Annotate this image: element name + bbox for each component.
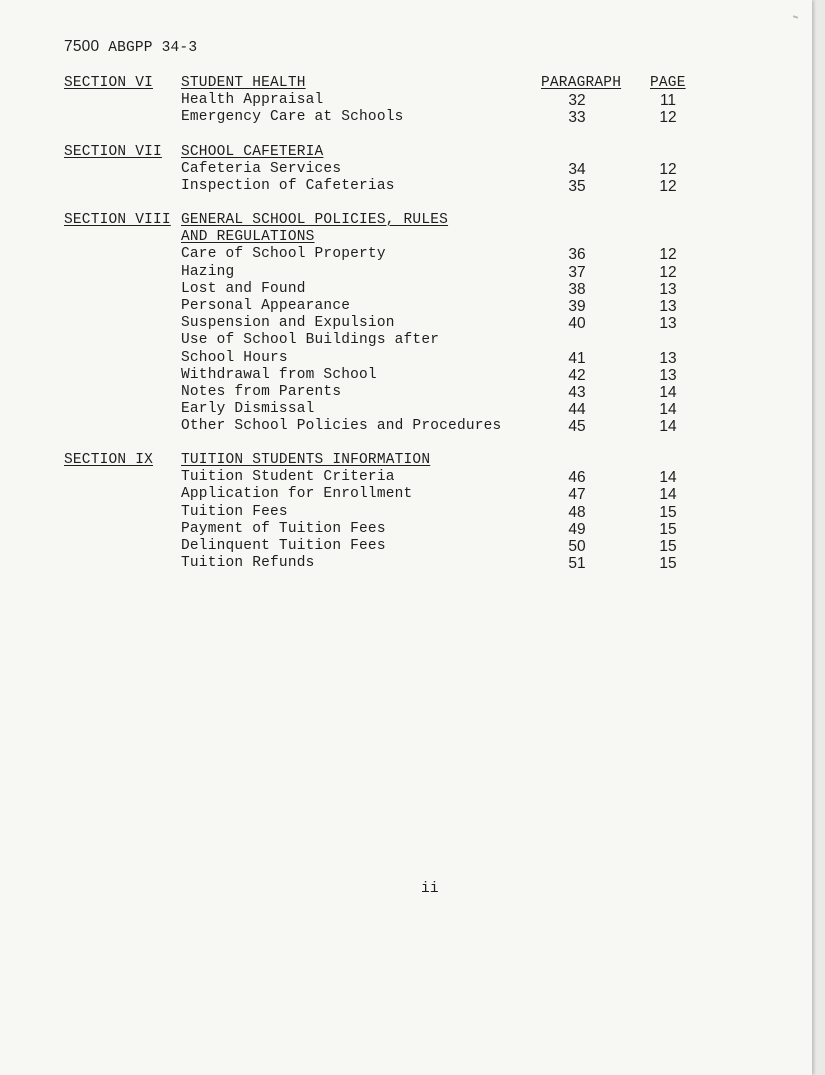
entry-page-number: 13 (659, 281, 677, 298)
entry-page-number: 14 (659, 486, 677, 503)
entry-paragraph-number: 38 (568, 281, 586, 298)
header-code: ABGPP 34-3 (108, 40, 198, 56)
entry-paragraph-number: 51 (568, 555, 586, 572)
entry-page-number: 15 (659, 555, 677, 572)
entry-title: Personal Appearance (181, 298, 351, 314)
entry-paragraph-number: 37 (568, 264, 586, 281)
entry-title: Use of School Buildings after (181, 332, 440, 348)
entry-paragraph-number: 35 (568, 178, 586, 195)
entry-paragraph-number: 46 (568, 469, 586, 486)
section-title: SCHOOL CAFETERIA (181, 144, 324, 160)
entry-paragraph-number: 33 (568, 109, 586, 126)
entry-title: Care of School Property (181, 246, 386, 262)
section-label: SECTION VII (64, 144, 162, 160)
entry-page-number: 14 (659, 384, 677, 401)
entry-page-number: 13 (659, 298, 677, 315)
entry-title: Tuition Student Criteria (181, 469, 395, 485)
entry-page-number: 14 (659, 401, 677, 418)
entry-title: Emergency Care at Schools (181, 109, 404, 125)
entry-page-number: 15 (659, 521, 677, 538)
entry-title: Notes from Parents (181, 384, 342, 400)
page-column-header: PAGE (650, 75, 686, 91)
entry-page-number: 12 (659, 161, 677, 178)
section-label: SECTION VI (64, 75, 154, 91)
entry-page-number: 15 (659, 504, 677, 521)
entry-page-number: 14 (659, 469, 677, 486)
section-title: STUDENT HEALTH (181, 75, 306, 91)
entry-title: Health Appraisal (181, 92, 324, 108)
entry-paragraph-number: 39 (568, 298, 586, 315)
entry-paragraph-number: 40 (568, 315, 586, 332)
section-title: AND REGULATIONS (181, 229, 315, 245)
entry-title: Tuition Fees (181, 504, 288, 520)
entry-page-number: 15 (659, 538, 677, 555)
entry-paragraph-number: 49 (568, 521, 586, 538)
entry-page-number: 12 (659, 178, 677, 195)
entry-page-number: 11 (659, 92, 677, 109)
section-title: GENERAL SCHOOL POLICIES, RULES (181, 212, 449, 228)
entry-page-number: 12 (659, 264, 677, 281)
entry-title: Withdrawal from School (181, 367, 377, 383)
entry-paragraph-number: 47 (568, 486, 586, 503)
entry-title: Other School Policies and Procedures (181, 418, 502, 434)
entry-paragraph-number: 42 (568, 367, 586, 384)
entry-title: Hazing (181, 264, 235, 280)
entry-paragraph-number: 43 (568, 384, 586, 401)
entry-title: Delinquent Tuition Fees (181, 538, 386, 554)
entry-paragraph-number: 36 (568, 246, 586, 263)
entry-page-number: 12 (659, 246, 677, 263)
entry-page-number: 13 (659, 315, 677, 332)
entry-title: Application for Enrollment (181, 486, 413, 502)
entry-paragraph-number: 50 (568, 538, 586, 555)
entry-title: Tuition Refunds (181, 555, 315, 571)
entry-paragraph-number: 41 (568, 350, 586, 367)
entry-paragraph-number: 34 (568, 161, 586, 178)
entry-title: Inspection of Cafeterias (181, 178, 395, 194)
entry-page-number: 13 (659, 350, 677, 367)
entry-paragraph-number: 45 (568, 418, 586, 435)
entry-title: Lost and Found (181, 281, 306, 297)
entry-page-number: 12 (659, 109, 677, 126)
paper-speck (793, 15, 798, 19)
entry-title: School Hours (181, 350, 288, 366)
entry-paragraph-number: 32 (568, 92, 586, 109)
entry-title: Payment of Tuition Fees (181, 521, 386, 537)
entry-page-number: 14 (659, 418, 677, 435)
entry-page-number: 13 (659, 367, 677, 384)
section-title: TUITION STUDENTS INFORMATION (181, 452, 431, 468)
document-header (64, 38, 197, 57)
entry-title: Suspension and Expulsion (181, 315, 395, 331)
entry-title: Cafeteria Services (181, 161, 342, 177)
page-number: ii (421, 881, 439, 897)
entry-paragraph-number: 48 (568, 504, 586, 521)
section-label: SECTION IX (64, 452, 154, 468)
header-number: 7500 (64, 38, 100, 55)
entry-title: Early Dismissal (181, 401, 315, 417)
paragraph-column-header: PARAGRAPH (541, 75, 622, 91)
section-label: SECTION VIII (64, 212, 171, 228)
entry-paragraph-number: 44 (568, 401, 586, 418)
